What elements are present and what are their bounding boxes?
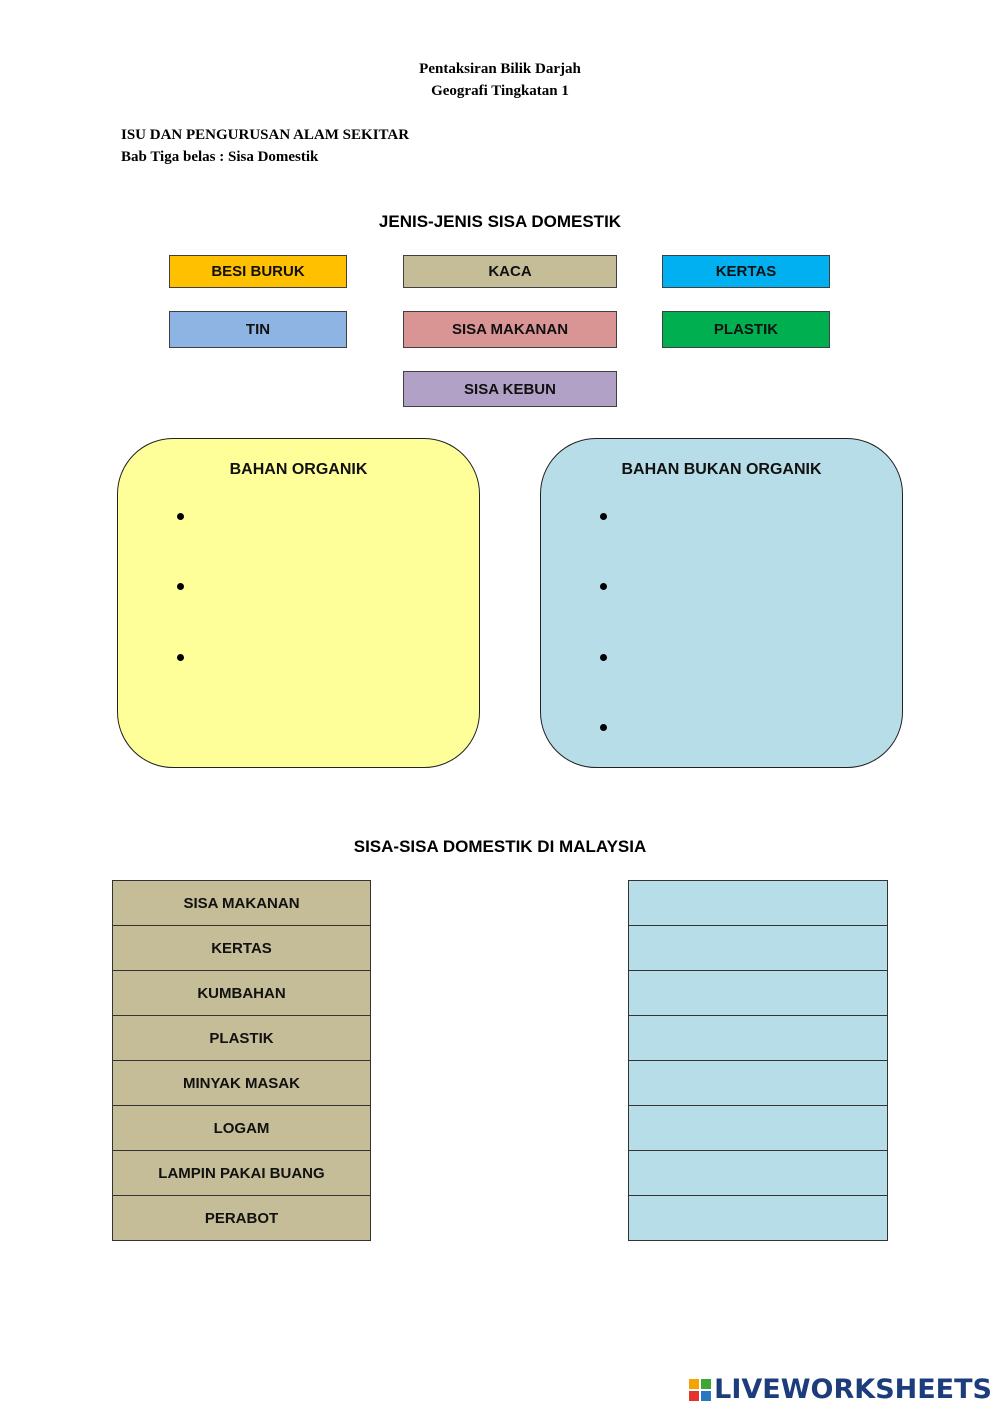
answer-box[interactable] <box>628 1195 888 1241</box>
chip-plastik[interactable]: PLASTIK <box>662 311 830 348</box>
inorganic-bullet-3 <box>600 654 607 661</box>
answer-box[interactable] <box>628 1105 888 1151</box>
answer-boxes-list <box>628 880 888 1241</box>
inorganic-dropzone[interactable] <box>540 438 903 768</box>
header-line-2: Geografi Tingkatan 1 <box>431 83 569 99</box>
waste-item: KERTAS <box>112 925 371 971</box>
answer-box[interactable] <box>628 970 888 1016</box>
answer-box[interactable] <box>628 1150 888 1196</box>
organic-bullet-1 <box>177 513 184 520</box>
chip-sisa-kebun[interactable]: SISA KEBUN <box>403 371 617 407</box>
types-section-title: JENIS-JENIS SISA DOMESTIK <box>378 212 622 231</box>
header-line-1: Pentaksiran Bilik Darjah <box>419 61 581 77</box>
answer-box[interactable] <box>628 880 888 926</box>
chip-sisa-makanan[interactable]: SISA MAKANAN <box>403 311 617 348</box>
waste-items-list <box>112 880 371 1241</box>
inorganic-panel-title: BAHAN BUKAN ORGANIK <box>621 461 822 478</box>
waste-item: LOGAM <box>112 1105 371 1151</box>
waste-item: PLASTIK <box>112 1015 371 1061</box>
chip-kertas[interactable]: KERTAS <box>662 255 830 288</box>
chip-tin[interactable]: TIN <box>169 311 347 348</box>
waste-item: LAMPIN PAKAI BUANG <box>112 1150 371 1196</box>
malaysia-section-title: SISA-SISA DOMESTIK DI MALAYSIA <box>353 837 647 856</box>
inorganic-bullet-2 <box>600 583 607 590</box>
waste-item: MINYAK MASAK <box>112 1060 371 1106</box>
organic-bullet-3 <box>177 654 184 661</box>
topic-title: ISU DAN PENGURUSAN ALAM SEKITAR <box>121 127 410 143</box>
organic-dropzone[interactable] <box>117 438 480 768</box>
organic-bullet-2 <box>177 583 184 590</box>
liveworksheets-logo-icon <box>689 1379 711 1401</box>
liveworksheets-logo-text: LIVEWORKSHEETS <box>714 1374 992 1405</box>
inorganic-bullet-1 <box>600 513 607 520</box>
liveworksheets-logo <box>689 1374 992 1405</box>
waste-item: KUMBAHAN <box>112 970 371 1016</box>
waste-item: PERABOT <box>112 1195 371 1241</box>
chip-kaca[interactable]: KACA <box>403 255 617 288</box>
answer-box[interactable] <box>628 1060 888 1106</box>
chapter-title: Bab Tiga belas : Sisa Domestik <box>121 149 319 165</box>
chip-besi-buruk[interactable]: BESI BURUK <box>169 255 347 288</box>
inorganic-bullet-4 <box>600 724 607 731</box>
answer-box[interactable] <box>628 1015 888 1061</box>
waste-item: SISA MAKANAN <box>112 880 371 926</box>
organic-panel-title: BAHAN ORGANIK <box>229 461 368 478</box>
answer-box[interactable] <box>628 925 888 971</box>
